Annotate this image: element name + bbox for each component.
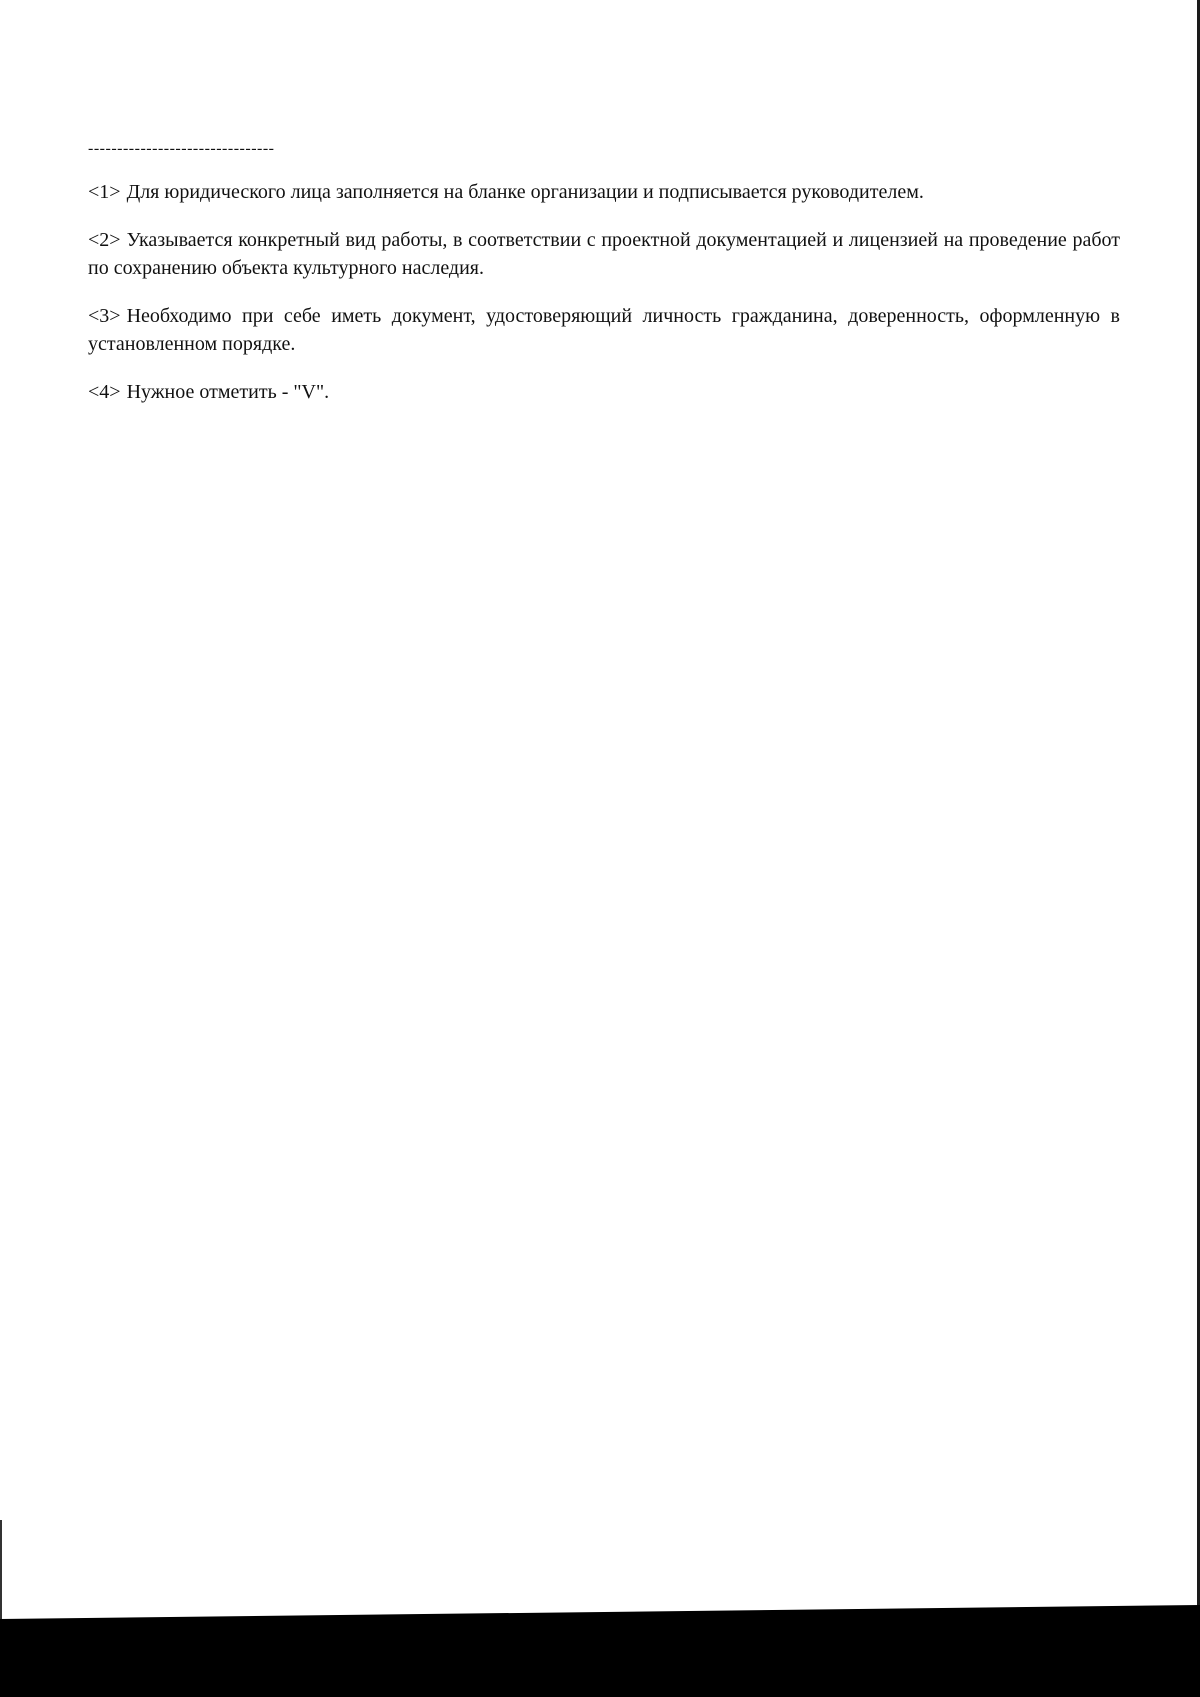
footnote-1 xyxy=(88,178,1120,206)
footnote-2 xyxy=(88,226,1120,282)
footnote-marker: <2> xyxy=(88,229,121,251)
footnote-text: Для юридического лица заполняется на бланке организации и подписывается руководителем. xyxy=(126,181,924,203)
footnote-3 xyxy=(88,302,1120,358)
scan-bottom-band xyxy=(0,1605,1200,1697)
footnote-separator: -------------------------------- xyxy=(88,140,275,157)
scan-edge-left xyxy=(0,1520,2,1620)
footnotes-section xyxy=(88,140,1120,426)
footnote-text: Указывается конкретный вид работы, в соответствии с проектной документацией и лицензией на проведение работ по сохранению объекта культурного наследия. xyxy=(88,229,1120,279)
footnote-marker: <4> xyxy=(88,381,121,403)
footnote-marker: <1> xyxy=(88,181,121,203)
footnote-text: Необходимо при себе иметь документ, удостоверяющий личность гражданина, доверенность, оформленную в установленном порядке. xyxy=(88,305,1120,355)
footnote-marker: <3> xyxy=(88,305,121,327)
footnote-4 xyxy=(88,378,1120,406)
footnote-text: Нужное отметить - "V". xyxy=(126,381,330,403)
